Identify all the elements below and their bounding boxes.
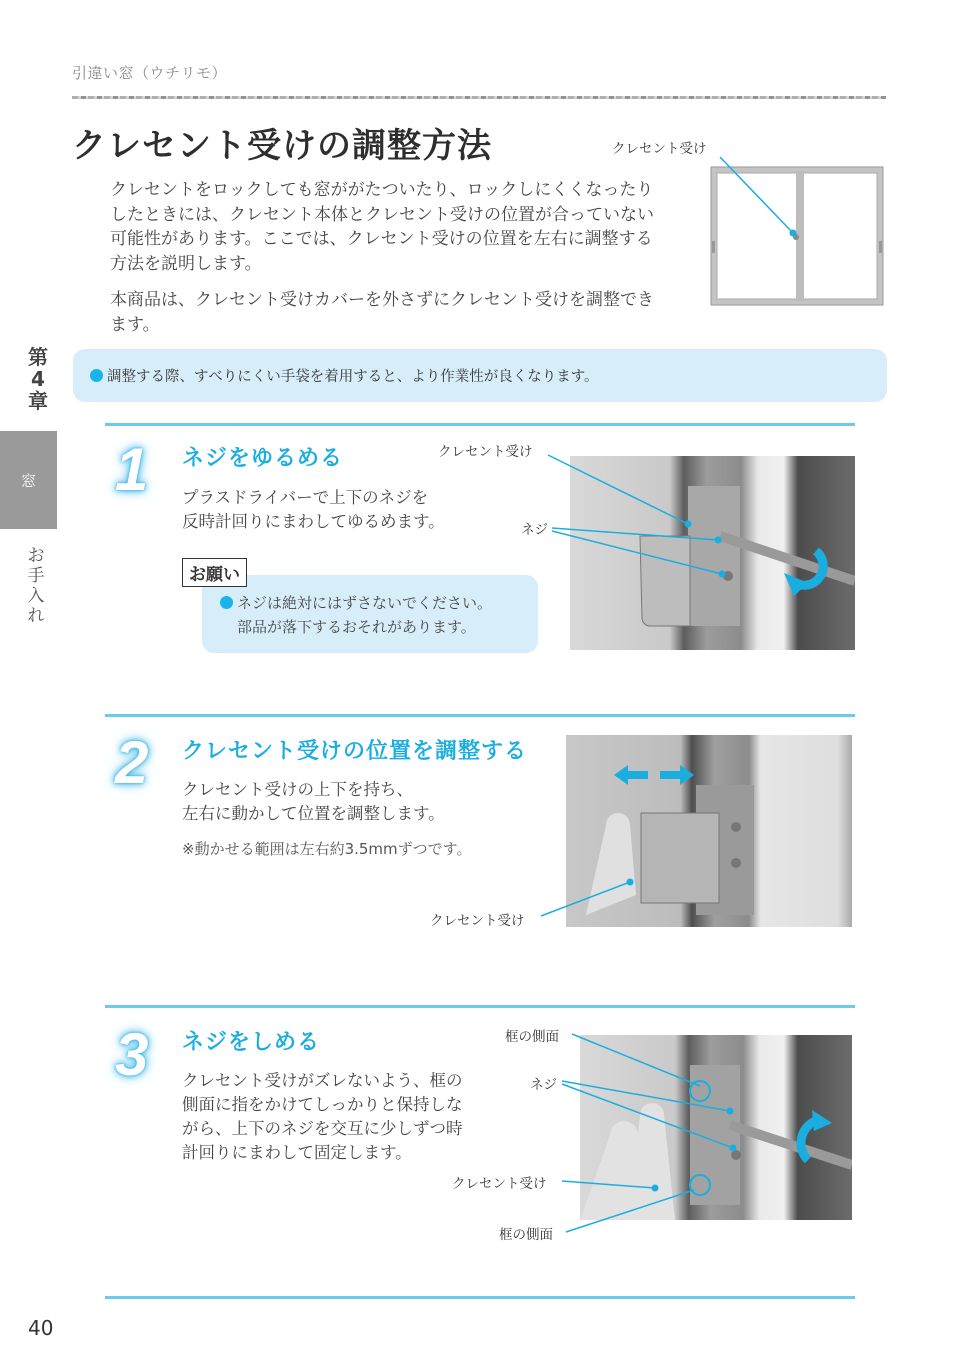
tip-text: 調整する際、すべりにくい手袋を着用すると、より作業性が良くなります。 <box>107 369 599 385</box>
section-divider <box>105 714 855 717</box>
section-tab-window[interactable]: 窓 <box>0 431 57 529</box>
step-number: 2 <box>115 729 149 796</box>
section-divider <box>105 1296 855 1299</box>
callout-label: クレセント受け <box>438 444 533 460</box>
breadcrumb: 引違い窓（ウチリモ） <box>72 64 228 82</box>
subsection-label: お 手 入 れ <box>27 546 45 626</box>
illustration-label: クレセント受け <box>612 141 707 157</box>
step-note: ※動かせる範囲は左右約3.5mmずつです。 <box>182 840 472 858</box>
callout-label: 框の側面 <box>505 1029 559 1045</box>
caution-label: お願い <box>182 558 247 587</box>
callout-label: ネジ <box>530 1077 557 1093</box>
callout-label: クレセント受け <box>430 913 525 929</box>
intro-text <box>110 178 658 337</box>
callout-label: 框の側面 <box>499 1227 553 1243</box>
bullet-icon <box>220 596 233 609</box>
step-body: クレセント受けの上下を持ち、 左右に動かして位置を調整します。 <box>182 780 445 823</box>
page-number: 40 <box>28 1316 54 1340</box>
bullet-icon <box>90 369 103 382</box>
page-title: クレセント受けの調整方法 <box>72 126 492 166</box>
header-divider <box>72 96 886 99</box>
step-title: ネジをしめる <box>182 1030 321 1055</box>
step-number: 1 <box>115 436 149 503</box>
sliding-window-illustration <box>710 165 884 307</box>
step2-photo <box>566 735 852 927</box>
step3-photo <box>580 1035 852 1220</box>
step1-photo <box>570 456 855 650</box>
callout-label: クレセント受け <box>452 1176 547 1192</box>
step-body: プラスドライバーで上下のネジを 反時計回りにまわしてゆるめます。 <box>182 488 445 531</box>
chapter-label: 第 4 章 <box>28 345 48 413</box>
callout-label: ネジ <box>521 522 548 538</box>
section-divider <box>105 423 855 426</box>
step-number: 3 <box>115 1021 149 1088</box>
intro-paragraph: 本商品は、クレセント受けカバーを外さずにクレセント受けを調整できます。 <box>110 290 654 335</box>
step-title: クレセント受けの位置を調整する <box>182 739 528 764</box>
caution-box: ネジは絶対にはずさないでください。 部品が落下するおそれがあります。 <box>202 575 538 653</box>
section-divider <box>105 1005 855 1008</box>
intro-paragraph: クレセントをロックしても窓ががたついたり、ロックしにくくなったりしたときには、クレセント本体とクレセント受けの位置が合っていない可能性があります。ここでは、クレセント受けの位置を左右に調整する方法を説明します。 <box>110 180 654 274</box>
step-body: クレセント受けがズレないよう、框の 側面に指をかけてしっかりと保持しな がら、上下のネジを交互に少しずつ時 計回りにまわして固定します。 <box>182 1071 463 1162</box>
step-title: ネジをゆるめる <box>182 446 344 471</box>
tip-banner <box>73 349 887 402</box>
